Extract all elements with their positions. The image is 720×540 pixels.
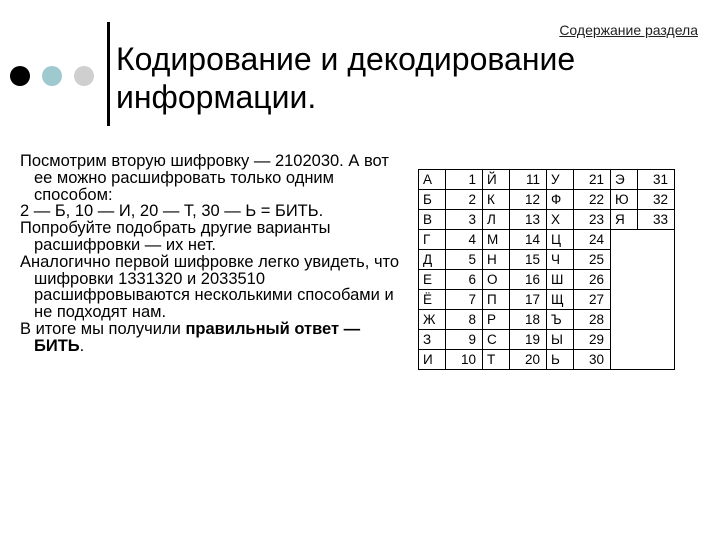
table-row (419, 290, 675, 310)
dot-2 (42, 66, 62, 86)
letter-cell: Р (483, 310, 510, 330)
table-row (419, 330, 675, 350)
dot-1 (10, 66, 30, 86)
paragraph-1: Посмотрим вторую шифровку — 2102030. А вот ее можно расшифровать только одним способом: (20, 152, 389, 204)
paragraph-5-start: В итоге мы получили (20, 319, 186, 338)
code-cell: 7 (446, 290, 483, 310)
code-cell: 31 (638, 170, 675, 190)
code-cell: 32 (638, 190, 675, 210)
letter-cell: Ц (547, 230, 574, 250)
code-cell: 16 (510, 270, 547, 290)
code-cell (638, 270, 675, 290)
code-cell: 5 (446, 250, 483, 270)
code-cell: 18 (510, 310, 547, 330)
letter-cell: Е (419, 270, 446, 290)
code-cell: 24 (574, 230, 611, 250)
code-cell: 1 (446, 170, 483, 190)
letter-cell: П (483, 290, 510, 310)
dot-3 (74, 66, 94, 86)
paragraph-2: 2 — Б, 10 — И, 20 — Т, 30 — Ь = БИТЬ. (20, 202, 324, 221)
code-cell (638, 250, 675, 270)
code-cell: 23 (574, 210, 611, 230)
code-cell: 20 (510, 350, 547, 370)
letter-cell (611, 350, 638, 370)
letter-cell (611, 270, 638, 290)
code-cell: 15 (510, 250, 547, 270)
code-cell: 27 (574, 290, 611, 310)
code-cell: 8 (446, 310, 483, 330)
body-text (20, 153, 400, 355)
letter-cell: О (483, 270, 510, 290)
code-cell: 11 (510, 170, 547, 190)
letter-cell: М (483, 230, 510, 250)
code-cell: 22 (574, 190, 611, 210)
letter-cell (611, 290, 638, 310)
slide-title: Кодирование и декодирование информации. (116, 41, 576, 115)
letter-cell: Ё (419, 290, 446, 310)
paragraph-5 (20, 321, 400, 355)
letter-cell: Т (483, 350, 510, 370)
letter-cell: Ч (547, 250, 574, 270)
letter-cell (611, 230, 638, 250)
code-cell: 33 (638, 210, 675, 230)
code-cell: 10 (446, 350, 483, 370)
letter-cell: Б (419, 190, 446, 210)
table-row (419, 170, 675, 190)
code-cell: 17 (510, 290, 547, 310)
decorative-dots (10, 66, 94, 86)
title-divider (107, 22, 110, 126)
code-cell: 9 (446, 330, 483, 350)
letter-cell: Э (611, 170, 638, 190)
cipher-table (418, 169, 675, 370)
table-row (419, 310, 675, 330)
letter-cell (611, 310, 638, 330)
letter-cell: Н (483, 250, 510, 270)
code-cell (638, 350, 675, 370)
code-cell: 13 (510, 210, 547, 230)
code-cell: 25 (574, 250, 611, 270)
code-cell: 14 (510, 230, 547, 250)
letter-cell: К (483, 190, 510, 210)
letter-cell: З (419, 330, 446, 350)
code-cell: 21 (574, 170, 611, 190)
code-cell: 4 (446, 230, 483, 250)
letter-cell: Я (611, 210, 638, 230)
paragraph-5-end: . (79, 336, 85, 355)
letter-cell: И (419, 350, 446, 370)
letter-cell: Х (547, 210, 574, 230)
code-cell (638, 230, 675, 250)
letter-cell: Д (419, 250, 446, 270)
letter-cell: Ф (547, 190, 574, 210)
letter-cell: В (419, 210, 446, 230)
paragraph-4: Аналогично первой шифровке легко увидеть, что шифровки 1331320 и 2033510 расшифровываются несколькими способами и не подходят нам. (20, 252, 400, 322)
letter-cell: С (483, 330, 510, 350)
code-cell: 6 (446, 270, 483, 290)
letter-cell: Ю (611, 190, 638, 210)
letter-cell: Ж (419, 310, 446, 330)
code-cell (638, 310, 675, 330)
code-cell (638, 330, 675, 350)
letter-cell: Ъ (547, 310, 574, 330)
code-cell: 28 (574, 310, 611, 330)
code-cell: 30 (574, 350, 611, 370)
code-cell: 2 (446, 190, 483, 210)
table-row (419, 210, 675, 230)
letter-cell: А (419, 170, 446, 190)
section-contents-link[interactable]: Содержание раздела (559, 22, 698, 38)
paragraph-3: Попробуйте подобрать другие варианты расшифровки — их нет. (20, 219, 331, 254)
table-row (419, 230, 675, 250)
code-cell: 12 (510, 190, 547, 210)
letter-cell: Л (483, 210, 510, 230)
letter-cell: Ы (547, 330, 574, 350)
letter-cell: Ь (547, 350, 574, 370)
table-row (419, 250, 675, 270)
letter-cell (611, 330, 638, 350)
table-row (419, 190, 675, 210)
letter-cell: Ш (547, 270, 574, 290)
letter-cell: Й (483, 170, 510, 190)
code-cell: 29 (574, 330, 611, 350)
letter-cell: У (547, 170, 574, 190)
letter-cell (611, 250, 638, 270)
table-row (419, 270, 675, 290)
code-cell (638, 290, 675, 310)
table-row (419, 350, 675, 370)
code-cell: 19 (510, 330, 547, 350)
letter-cell: Щ (547, 290, 574, 310)
code-cell: 3 (446, 210, 483, 230)
letter-cell: Г (419, 230, 446, 250)
code-cell: 26 (574, 270, 611, 290)
correct-answer: правильный ответ — БИТЬ (34, 319, 361, 355)
